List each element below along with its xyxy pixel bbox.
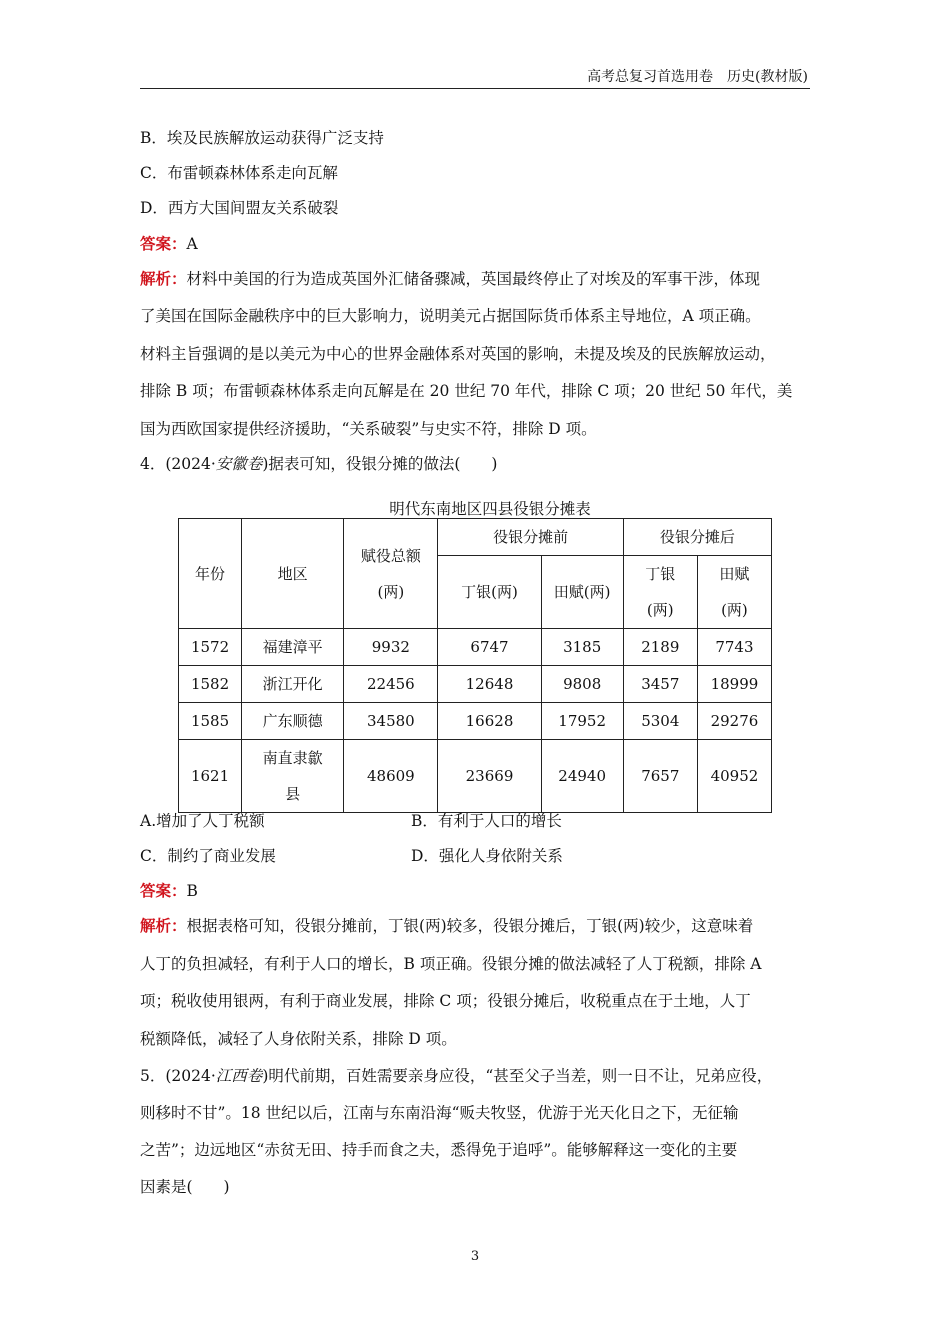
cell-after-tian: 29276 [697, 703, 771, 740]
q4-option-a: A.增加了人丁税额 [140, 812, 265, 830]
cell-region: 福建漳平 [242, 629, 344, 666]
cell-region: 广东顺德 [242, 703, 344, 740]
q3-analysis-line: 材料主旨强调的是以美元为中心的世界金融体系对英国的影响，未提及埃及的民族解放运动， [140, 345, 776, 363]
cell-before-ding: 23669 [438, 740, 541, 813]
cell-before-tian: 24940 [541, 740, 623, 813]
cell-after-tian: 40952 [697, 740, 771, 813]
q5-stem-line: 因素是( ) [140, 1178, 230, 1196]
header-after: 役银分摊后 [623, 519, 771, 556]
q4-option-c: C．制约了商业发展 [140, 847, 276, 865]
header-title: 高考总复习首选用卷 历史(教材版) [587, 69, 808, 85]
header-year: 年份 [179, 519, 242, 629]
data-table [178, 518, 772, 813]
header-after-ding-line1: 丁银 [645, 565, 676, 583]
cell-after-tian: 18999 [697, 666, 771, 703]
header-after-tian-line1: 田赋 [719, 565, 750, 583]
cell-after-tian: 7743 [697, 629, 771, 666]
table-row [179, 666, 772, 703]
cell-year: 1572 [179, 629, 242, 666]
header-after-ding [623, 556, 697, 629]
cell-region: 浙江开化 [242, 666, 344, 703]
q4-analysis-line [140, 914, 753, 936]
analysis-text: 根据表格可知，役银分摊前，丁银(两)较多，役银分摊后，丁银(两)较少，这意味着 [186, 917, 754, 935]
cell-after-ding: 2189 [623, 629, 697, 666]
answer-label: 答案： [140, 234, 187, 253]
page-header [140, 62, 810, 89]
cell-after-ding: 3457 [623, 666, 697, 703]
q5-stem [140, 1064, 772, 1086]
q4-analysis-line: 人丁的负担减轻，有利于人口的增长，B 项正确。役银分摊的做法减轻了人丁税额，排除 A [140, 955, 762, 973]
header-after-ding-line2: (两) [646, 601, 674, 619]
cell-after-ding: 5304 [623, 703, 697, 740]
page-number: 3 [470, 1249, 480, 1264]
cell-total: 9932 [344, 629, 438, 666]
q3-option-b: B．埃及民族解放运动获得广泛支持 [140, 129, 384, 147]
q3-option-c: C．布雷顿森林体系走向瓦解 [140, 164, 338, 182]
q4-option-d: D．强化人身依附关系 [411, 847, 563, 865]
q3-analysis-line [140, 267, 760, 289]
header-total-line2: (两) [377, 582, 405, 601]
q5-stem-source: 江西卷 [215, 1067, 263, 1085]
header-before: 役银分摊前 [438, 519, 623, 556]
q4-stem-suffix: )据表可知，役银分摊的做法( ) [262, 455, 498, 473]
q3-analysis-line: 了美国在国际金融秩序中的巨大影响力，说明美元占据国际货币体系主导地位，A 项正确。 [140, 307, 761, 325]
analysis-text: 材料中美国的行为造成英国外汇储备骤减，英国最终停止了对埃及的军事干涉，体现 [186, 270, 761, 288]
table-row [179, 740, 772, 813]
q3-analysis-line: 国为西欧国家提供经济援助，“关系破裂”与史实不符，排除 D 项。 [140, 420, 597, 438]
q4-analysis-line: 税额降低，减轻了人身依附关系，排除 D 项。 [140, 1030, 457, 1048]
cell-after-ding: 7657 [623, 740, 697, 813]
q4-stem-prefix: 4．(2024· [140, 455, 216, 473]
q3-answer [140, 232, 198, 254]
cell-year: 1582 [179, 666, 242, 703]
cell-region-line2: 县 [285, 785, 301, 803]
analysis-label: 解析： [140, 916, 187, 935]
q3-analysis-line: 排除 B 项；布雷顿森林体系走向瓦解是在 20 世纪 70 年代，排除 C 项；20 世纪 50 年代，美 [140, 382, 793, 400]
q5-stem-prefix: 5．(2024· [140, 1067, 216, 1085]
table-header-row [179, 519, 772, 556]
header-before-ding: 丁银(两) [438, 556, 541, 629]
table-row [179, 629, 772, 666]
header-total [344, 519, 438, 629]
q4-stem [140, 452, 497, 474]
cell-before-tian: 17952 [541, 703, 623, 740]
cell-total: 34580 [344, 703, 438, 740]
cell-region [242, 740, 344, 813]
analysis-label: 解析： [140, 269, 187, 288]
q5-stem-line: 之苦”；边远地区“赤贫无田、持手而食之夫，悉得免于追呼”。能够解释这一变化的主要 [140, 1141, 738, 1159]
cell-year: 1585 [179, 703, 242, 740]
header-before-tian: 田赋(两) [541, 556, 623, 629]
answer-value: B [186, 882, 198, 900]
table-row [179, 703, 772, 740]
cell-year: 1621 [179, 740, 242, 813]
cell-before-ding: 12648 [438, 666, 541, 703]
q4-analysis-line: 项；税收使用银两，有利于商业发展，排除 C 项；役银分摊后，收税重点在于土地，人丁 [140, 992, 751, 1010]
cell-total: 48609 [344, 740, 438, 813]
cell-total: 22456 [344, 666, 438, 703]
answer-value: A [186, 235, 198, 253]
cell-before-ding: 6747 [438, 629, 541, 666]
q5-stem-suffix: )明代前期，百姓需要亲身应役，“甚至父子当差，则一日不让，兄弟应役， [262, 1067, 773, 1085]
cell-before-ding: 16628 [438, 703, 541, 740]
q4-answer [140, 879, 198, 901]
answer-label: 答案： [140, 881, 187, 900]
header-total-line1: 赋役总额 [360, 546, 421, 565]
cell-before-tian: 9808 [541, 666, 623, 703]
header-after-tian-line2: (两) [721, 601, 748, 619]
q4-stem-source: 安徽卷 [215, 455, 263, 473]
q4-option-b: B．有利于人口的增长 [411, 812, 562, 830]
cell-before-tian: 3185 [541, 629, 623, 666]
header-after-tian [697, 556, 771, 629]
q5-stem-line: 则移时不甘”。18 世纪以后，江南与东南沿海“贩夫牧竖，优游于光天化日之下，无征输 [140, 1104, 739, 1122]
q3-option-d: D．西方大国间盟友关系破裂 [140, 199, 339, 217]
header-region: 地区 [242, 519, 344, 629]
table-title: 明代东南地区四县役银分摊表 [389, 500, 591, 518]
cell-region-line1: 南直隶歙 [262, 749, 323, 767]
